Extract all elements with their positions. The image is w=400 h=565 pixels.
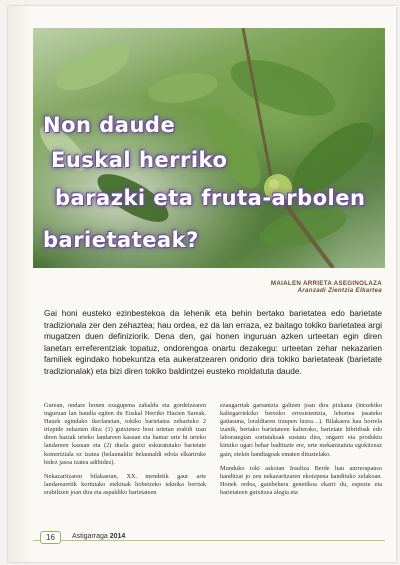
- page-number: 16: [40, 531, 61, 544]
- byline: [271, 280, 382, 294]
- magazine-name: Astigarraga: [72, 533, 108, 540]
- title-line-3: barazki eta fruta-arbolen: [55, 186, 366, 210]
- paragraph: Nekazaritzaren bilakaeran, XX. mendetik gaur arte landarearetik kortutako etekinak hobetzeko teknika berriak erabiltzen joan dira eta aspaldiko barietateen: [44, 472, 206, 496]
- title-line-2: Euskal herriko: [51, 148, 228, 172]
- magazine-year: 2014: [109, 533, 126, 540]
- paragraph: Munduko toki askotan Iraultza Berde hau aurrerapauso handitzat jo zen nekazaritzaren ekoizpena handituko zelakoan. Honek ordea, gainbehera genetikoa ekarri du, espezie eta barietateen gutxitzea alegia eta: [220, 464, 382, 496]
- body-columns: [44, 402, 382, 503]
- title-line-1: Non daude: [43, 113, 176, 137]
- footer-rule: [33, 540, 385, 541]
- footer-magazine: [72, 533, 125, 540]
- paragraph: ezaugarriak garrantzia galtzen joan dira pixkana (intxekiko kaltegarriekiko berezko erresistentzia, lehortea jasateko gaitasuna, loraldiaren iraupen luzea…). Bilakaera hau horrela izanik, bertako barietateen kalterako, barietate hibridoak edo laborategian sortutakoak sustatu dira, ongarri eta produktu kimiko ugari behar badituzte ere, urte mekanizatuta egokitzeaz gain, etekin handiagoak ematen dituztelako.: [220, 402, 382, 458]
- hero-photo-apple-leaves: [33, 28, 385, 268]
- title-line-4: barietateak?: [43, 228, 199, 252]
- lead-paragraph: Gai honi eusteko ezinbestekoa da lehenik eta behin bertako barietatea edo barietate tradizionala zer den zehaztea; hau ordea, ez da lan erraza, ez baitago tokiko barietatea argi mugatzen duen definiziorik. Dena den, gai honen inguruan azken urteetan egin diren lanetan erreferentziak topatuz, ondorengoa onartu dezakegu: urteetan zehar nekazarien familiek egindako hobekuntza eta aukeratzearen ondorio dira tokiko barietateak (barietate tradizionalak) eta bizi diren tokiko baldintzei eusteko moldatuta daude.: [44, 308, 382, 376]
- author-name: MAIALEN ARRIETA ASEGINOLAZA: [270, 280, 382, 287]
- page-gutter: [8, 6, 33, 562]
- column-right: [220, 402, 382, 503]
- column-left: [44, 402, 206, 503]
- paragraph: Gurean, ondare honen ezagupena zabaldu eta gordetzearen inguruan lan handia egiten du Euskal Herriko Hazien Sareak. Hauek egindako ikerlanetan, tokiko barietatea zehazteko 2 irizpide zehazten dira: (1) gutxienez bost urtetan erabili izan diren haziak urteko landareen kasuan eta hamar urte bi urteko landareen kasuan eta (2) duela gutxi eskuratutako barietate komertziala ez izatea (belaunaldiz belaunaldi edota elkartruke bidez jasoa izatea adibidez).: [44, 402, 206, 466]
- author-organization: Aranzadi Zientzia Elkartea: [297, 287, 382, 294]
